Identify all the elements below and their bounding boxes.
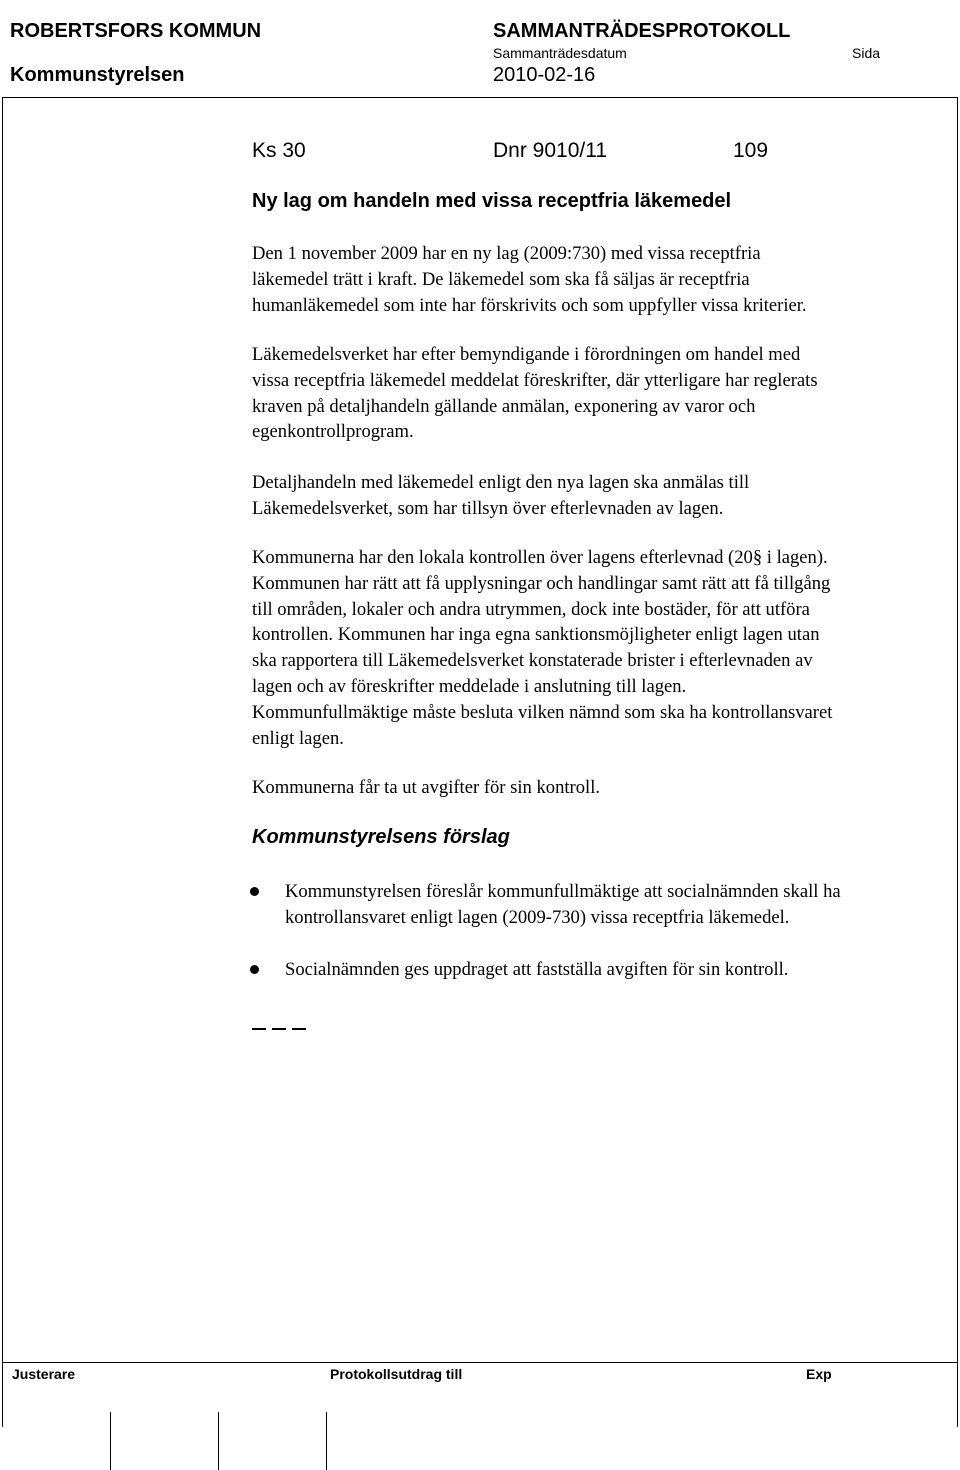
paragraph-intro [252,241,952,318]
paragraph-line: till områden, lokaler och andra utrymmen, dock inte bostäder, för att utföra [252,598,810,620]
paragraph-line: kraven på detaljhandeln gällande anmälan, exponering av varor och [252,395,756,417]
paragraph-line: Kommunerna har den lokala kontrollen över lagens efterlevnad (20§ i lagen). [252,547,828,568]
footer-protokollsutdrag-label: Protokollsutdrag till [330,1366,463,1382]
end-mark-dash [292,1028,306,1030]
footer-divider [2,1362,958,1363]
paragraph-avgifter [252,775,952,801]
paragraph-line: Den 1 november 2009 har en ny lag (2009:730) med vissa receptfria [252,243,761,264]
paragraph-line: ska rapportera till Läkemedelsverket konstaterade brister i efterlevnaden av [252,650,813,672]
paragraph-line: egenkontrollprogram. [252,421,414,443]
end-mark-dash [272,1028,286,1030]
paragraph-line: Detaljhandeln med läkemedel enligt den nya lagen ska anmälas till [252,472,750,493]
paragraph-line: lagen och av föreskrifter meddelade i anslutning till lagen. [252,675,687,697]
bullet-line: Socialnämnden ges uppdraget att fastställa avgiften för sin kontroll. [285,959,789,980]
paragraph-line: Läkemedelsverket, som har tillsyn över efterlevnaden av lagen. [252,497,724,519]
organization-name: ROBERTSFORS KOMMUN [10,20,262,42]
page-frame-top [2,97,958,98]
signature-box-divider [326,1412,327,1470]
end-mark-dash [252,1028,266,1030]
proposal-heading: Kommunstyrelsens förslag [252,826,510,848]
paragraph-line: vissa receptfria läkemedel meddelat föreskrifter, där ytterligare har reglerats [252,369,818,391]
page-label: Sida [852,45,881,61]
paragraph-detaljhandeln [252,470,952,522]
paragraph-lakemedelsverket [252,342,952,445]
case-dnr: Dnr 9010/11 [493,139,608,162]
footer-justerare-label: Justerare [12,1366,76,1382]
paragraph-line: Kommunen har rätt att få upplysningar och handlingar samt rätt att få tillgång [252,572,831,594]
paragraph-line: Kommunfullmäktige måste besluta vilken nämnd som ska ha kontrollansvaret [252,701,833,723]
bullet-icon [250,965,259,974]
signature-box-divider [218,1412,219,1470]
paragraph-line: humanläkemedel som inte har förskrivits och som uppfyller vissa kriterier. [252,294,807,316]
page-frame-left [2,97,3,1427]
paragraph-line: Läkemedelsverket har efter bemyndigande i förordningen om handel med [252,344,801,365]
case-paragraph-number: 109 [733,139,769,162]
paragraph-line: enligt lagen. [252,727,344,749]
case-ks-number: Ks 30 [252,139,306,162]
paragraph-line: kontrollen. Kommunen har inga egna sanktionsmöjligheter enligt lagen utan [252,624,820,646]
meeting-date-label: Sammanträdesdatum [493,45,627,61]
case-title: Ny lag om handeln med vissa receptfria läkemedel [252,190,732,212]
document-type: SAMMANTRÄDESPROTOKOLL [493,20,791,42]
paragraph-kommunerna-kontroll [252,545,952,751]
proposal-bullet [285,879,841,931]
paragraph-line: Kommunerna får ta ut avgifter för sin kontroll. [252,777,601,798]
page-frame-right [957,97,958,1427]
bullet-line: Kommunstyrelsen föreslår kommunfullmäktige att socialnämnden skall ha [285,881,841,902]
paragraph-line: läkemedel trätt i kraft. De läkemedel som ska få säljas är receptfria [252,268,750,290]
proposal-bullet [285,957,788,983]
meeting-date: 2010-02-16 [493,64,596,86]
bullet-line: kontrollansvaret enligt lagen (2009-730) vissa receptfria läkemedel. [285,906,790,928]
footer-exp-label: Exp [806,1366,832,1382]
bullet-icon [250,887,259,896]
signature-box-divider [110,1412,111,1470]
committee-name: Kommunstyrelsen [10,64,185,86]
